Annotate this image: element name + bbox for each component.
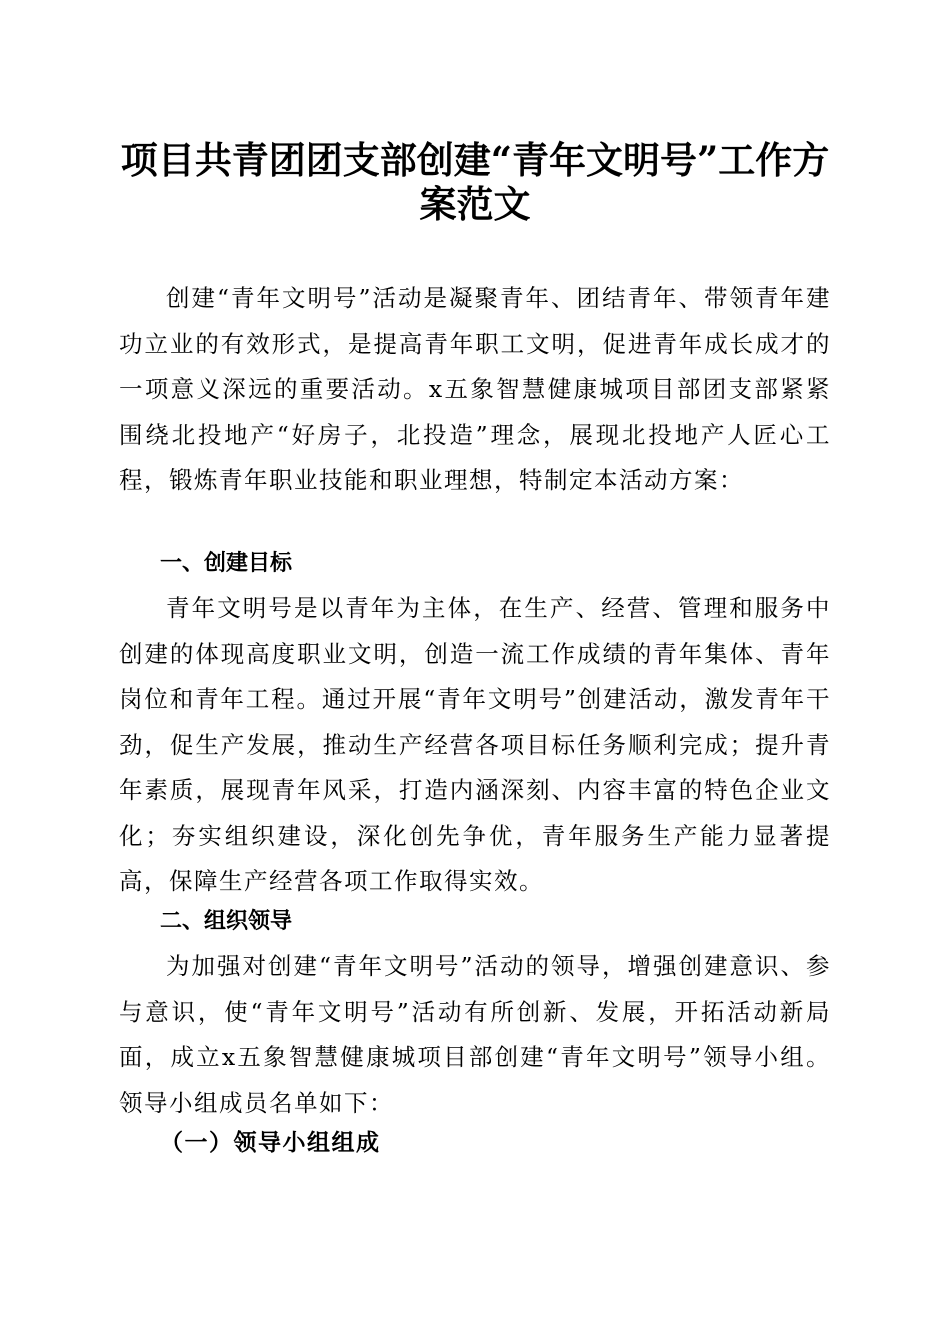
document-title-line-2: 案范文 bbox=[419, 182, 531, 226]
intro-paragraph: 创建“青年文明号”活动是凝聚青年、团结青年、带领青年建功立业的有效形式，是提高青年职工文明，促进青年成长成才的一项意义深远的重要活动。x五象智慧健康城项目部团支部紧紧围绕北投地产“好房子，北投造”理念，展现北投地产人匠心工程，锻炼青年职业技能和职业理想，特制定本活动方案： bbox=[119, 284, 831, 494]
section-2-heading: 二、组织领导 bbox=[160, 909, 293, 934]
document-title-line-1: 项目共青团团支部创建“青年文明号”工作方 bbox=[120, 138, 830, 182]
section-1-heading: 一、创建目标 bbox=[160, 551, 293, 576]
section-2-paragraph: 为加强对创建“青年文明号”活动的领导，增强创建意识、参与意识，使“青年文明号”活动有所创新、发展，开拓活动新局面，成立x五象智慧健康城项目部创建“青年文明号”领导小组。领导小组成员名单如下： bbox=[119, 952, 831, 1117]
section-2-subheading: （一）领导小组组成 bbox=[160, 1129, 381, 1156]
section-1-paragraph: 青年文明号是以青年为主体，在生产、经营、管理和服务中创建的体现高度职业文明，创造一流工作成绩的青年集体、青年岗位和青年工程。通过开展“青年文明号”创建活动，激发青年干劲，促生产发展，推动生产经营各项目标任务顺利完成；提升青年素质，展现青年风采，打造内涵深刻、内容丰富的特色企业文化；夯实组织建设，深化创先争优，青年服务生产能力显著提高，保障生产经营各项工作取得实效。 bbox=[119, 594, 831, 895]
